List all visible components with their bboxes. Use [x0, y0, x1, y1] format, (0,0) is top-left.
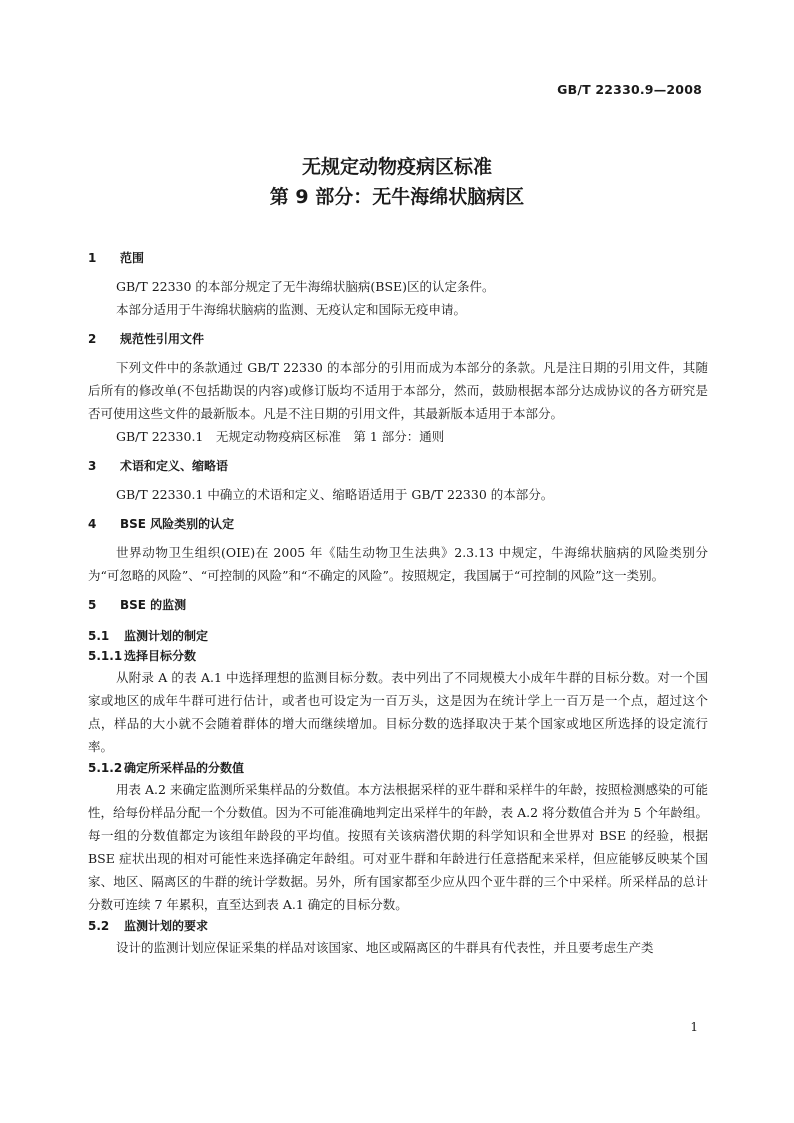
section-title: 范围: [120, 251, 145, 265]
title-line-1: 无规定动物疫病区标准: [301, 156, 492, 178]
section-3-heading: [88, 456, 708, 476]
section-5-2-para-1: 设计的监测计划应保证采集的样品对该国家、地区或隔离区的牛群具有代表性，并且要考虑生产类: [116, 940, 654, 955]
section-2-reference: GB/T 22330.1 无规定动物疫病区标准 第 1 部分：通则: [116, 429, 445, 444]
section-number: 4: [88, 517, 97, 531]
section-number: 2: [88, 332, 97, 346]
section-2-heading: [88, 329, 708, 349]
section-5-1-2-para-1: 用表 A.2 来确定监测所采集样品的分数值。本方法根据采样的亚牛群和采样牛的年龄，按照检测感染的可能性，给每份样品分配一个分数值。因为不可能准确地判定出采样牛的年龄，表 A.2 将分数值合并为 5 个年龄组。每一组的分数值都定为该组年龄段的平均值。按照有关该病潜伏期的科学知识和全世界对 BSE 的经验，根据 BSE 症状出现的相对可能性来选择确定年龄组。可对亚牛群和年龄进行任意搭配来采样，但应能够反映某个国家、地区、隔离区的牛群的统计学数据。另外，所有国家都至少应从四个亚牛群的三个中采样。所采样品的总计分数可连续 7 年累积，直至达到表 A.1 确定的目标分数。: [88, 782, 708, 912]
section-title: 选择目标分数: [124, 649, 197, 663]
title-line-2: 第 9 部分：无牛海绵状脑病区: [269, 186, 525, 208]
section-4-heading: [88, 514, 708, 534]
document-body: [88, 248, 708, 959]
section-title: 监测计划的要求: [124, 919, 209, 933]
section-5-1-2-heading: [88, 758, 708, 778]
section-number: 3: [88, 459, 97, 473]
section-number: 5.2: [88, 919, 110, 933]
section-number: 5.1.2: [88, 761, 123, 775]
section-number: 1: [88, 251, 97, 265]
section-number: 5: [88, 598, 97, 612]
section-1-heading: [88, 248, 708, 268]
section-number: 5.1.1: [88, 649, 123, 663]
section-1-para-2: 本部分适用于牛海绵状脑病的监测、无疫认定和国际无疫申请。: [116, 302, 467, 317]
standard-code: GB/T 22330.9—2008: [557, 82, 702, 97]
section-title: BSE 的监测: [120, 598, 187, 612]
section-1-para-1: GB/T 22330 的本部分规定了无牛海绵状脑病(BSE)区的认定条件。: [116, 279, 495, 294]
section-title: 术语和定义、缩略语: [120, 459, 229, 473]
section-5-heading: [88, 595, 708, 615]
section-5-1-heading: [88, 626, 708, 646]
section-title: 确定所采样品的分数值: [124, 761, 245, 775]
section-5-1-1-para-1: 从附录 A 的表 A.1 中选择理想的监测目标分数。表中列出了不同规模大小成年牛群的目标分数。对一个国家或地区的成年牛群可进行估计，或者也可设定为一百万头，这是因为在统计学上一百万是一个点，超过这个点，样品的大小就不会随着群体的增大而继续增加。目标分数的选择取决于某个国家或地区所选择的设定流行率。: [88, 670, 708, 754]
section-number: 5.1: [88, 629, 110, 643]
section-2-para-1: 下列文件中的条款通过 GB/T 22330 的本部分的引用而成为本部分的条款。凡是注日期的引用文件，其随后所有的修改单(不包括勘误的内容)或修订版均不适用于本部分，然而，鼓励根据本部分达成协议的各方研究是否可使用这些文件的最新版本。凡是不注日期的引用文件，其最新版本适用于本部分。: [88, 360, 708, 421]
section-3-para-1: GB/T 22330.1 中确立的术语和定义、缩略语适用于 GB/T 22330 的本部分。: [116, 487, 554, 502]
section-title: 规范性引用文件: [120, 332, 205, 346]
section-title: 监测计划的制定: [124, 629, 209, 643]
section-4-para-1: 世界动物卫生组织(OIE)在 2005 年《陆生动物卫生法典》2.3.13 中规定，牛海绵状脑病的风险类别分为“可忽略的风险”、“可控制的风险”和“不确定的风险”。按照规定，我国属于“可控制的风险”这一类别。: [88, 545, 708, 583]
section-title: BSE 风险类别的认定: [120, 517, 235, 531]
section-5-2-heading: [88, 916, 708, 936]
page-number: 1: [690, 1020, 698, 1034]
document-title: [0, 152, 794, 212]
section-5-1-1-heading: [88, 646, 708, 666]
